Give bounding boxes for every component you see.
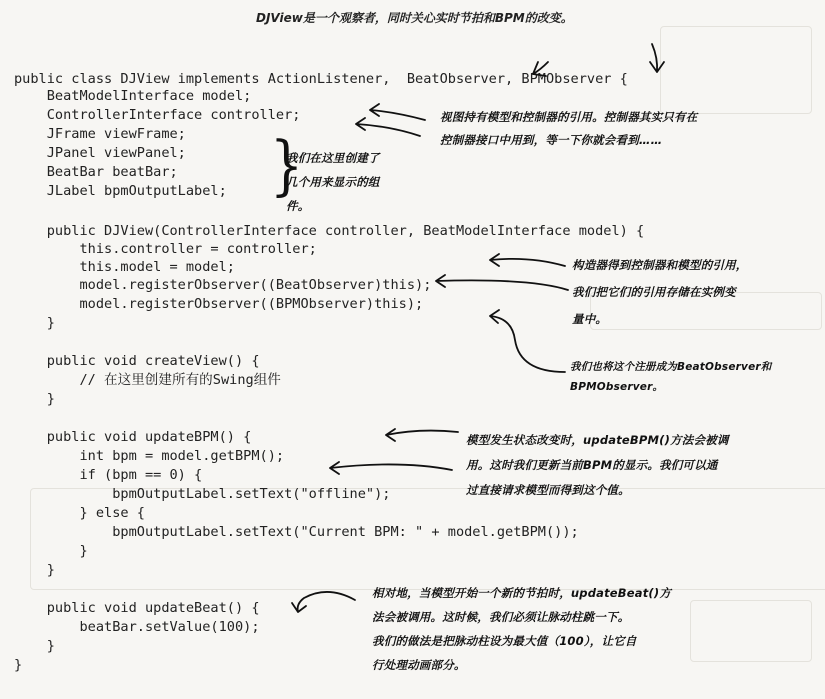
arrow-model-assign xyxy=(436,275,568,290)
arrow-beatobserver xyxy=(533,62,548,76)
code-line: public DJView(ControllerInterface controller, BeatModelInterface model) { xyxy=(14,223,645,239)
code-line: if (bpm == 0) { xyxy=(14,467,203,483)
code-line: public void updateBeat() { xyxy=(14,600,260,616)
arrow-updatebeat xyxy=(292,592,355,612)
annotation-updatebeat: 相对地，当模型开始一个新的节拍时，updateBeat()方 法会被调用。这时候，我们必须让脉动柱跳一下。 我们的做法是把脉动柱设为最大值（100），让它自 行处理动画部分。 xyxy=(372,586,672,672)
annotation-updatebpm: 模型发生状态改变时，updateBPM()方法会被调 用。这时我们更新当前BPM的显示。我们可以通 过直接请求模型而得到这个值。 xyxy=(466,433,729,497)
arrow-model-field xyxy=(370,104,425,120)
arrow-updatebpm-method xyxy=(386,429,458,441)
code-line: } xyxy=(14,657,23,673)
code-line: public void updateBPM() { xyxy=(14,429,252,445)
code-line: bpmOutputLabel.setText("Current BPM: " + model.getBPM()); xyxy=(14,524,579,540)
arrow-controller-field xyxy=(356,118,420,136)
arrow-bpmobserver xyxy=(650,44,664,72)
code-line: beatBar.setValue(100); xyxy=(14,619,260,635)
code-line: bpmOutputLabel.setText("offline"); xyxy=(14,486,391,502)
code-line: this.model = model; xyxy=(14,259,235,275)
annotation-register: 我们也将这个注册成为BeatObserver和 BPMObserver。 xyxy=(570,361,772,393)
top-annotation: DJView是一个观察者，同时关心实时节拍和BPM的改变。 xyxy=(256,11,573,25)
code-line: } xyxy=(14,391,55,407)
code-line: // 在这里创建所有的Swing组件 xyxy=(14,372,281,388)
annotation-references: 视图持有模型和控制器的引用。控制器其实只有在 控制器接口中用到，等一下你就会看到…… xyxy=(440,110,698,147)
code-line: JFrame viewFrame; xyxy=(14,126,186,142)
code-line: model.registerObserver((BPMObserver)this); xyxy=(14,296,424,312)
code-line: } else { xyxy=(14,505,145,521)
annotation-constructor: 构造器得到控制器和模型的引用， 我们把它们的引用存储在实例变 量中。 xyxy=(572,258,748,326)
components-brace: } xyxy=(270,128,304,204)
code-line: int bpm = model.getBPM(); xyxy=(14,448,285,464)
code-line: model.registerObserver((BeatObserver)this); xyxy=(14,277,432,293)
code-line: BeatModelInterface model; xyxy=(14,88,252,104)
annotation-components: 我们在这里创建了 几个用来显示的组 件。 xyxy=(286,151,380,213)
arrow-controller-assign xyxy=(490,254,565,266)
arrow-getbpm xyxy=(330,462,452,474)
code-line: } xyxy=(14,543,88,559)
code-line: BeatBar beatBar; xyxy=(14,164,178,180)
code-line: JLabel bpmOutputLabel; xyxy=(14,183,227,199)
code-line: public void createView() { xyxy=(14,353,260,369)
code-line: } xyxy=(14,562,55,578)
code-line: public class DJView implements ActionListener, BeatObserver, BPMObserver { xyxy=(14,71,628,87)
code-line: } xyxy=(14,315,55,331)
arrow-register xyxy=(490,310,565,372)
code-line: ControllerInterface controller; xyxy=(14,107,301,123)
code-line: JPanel viewPanel; xyxy=(14,145,186,161)
code-line: } xyxy=(14,638,55,654)
code-line: this.controller = controller; xyxy=(14,241,317,257)
